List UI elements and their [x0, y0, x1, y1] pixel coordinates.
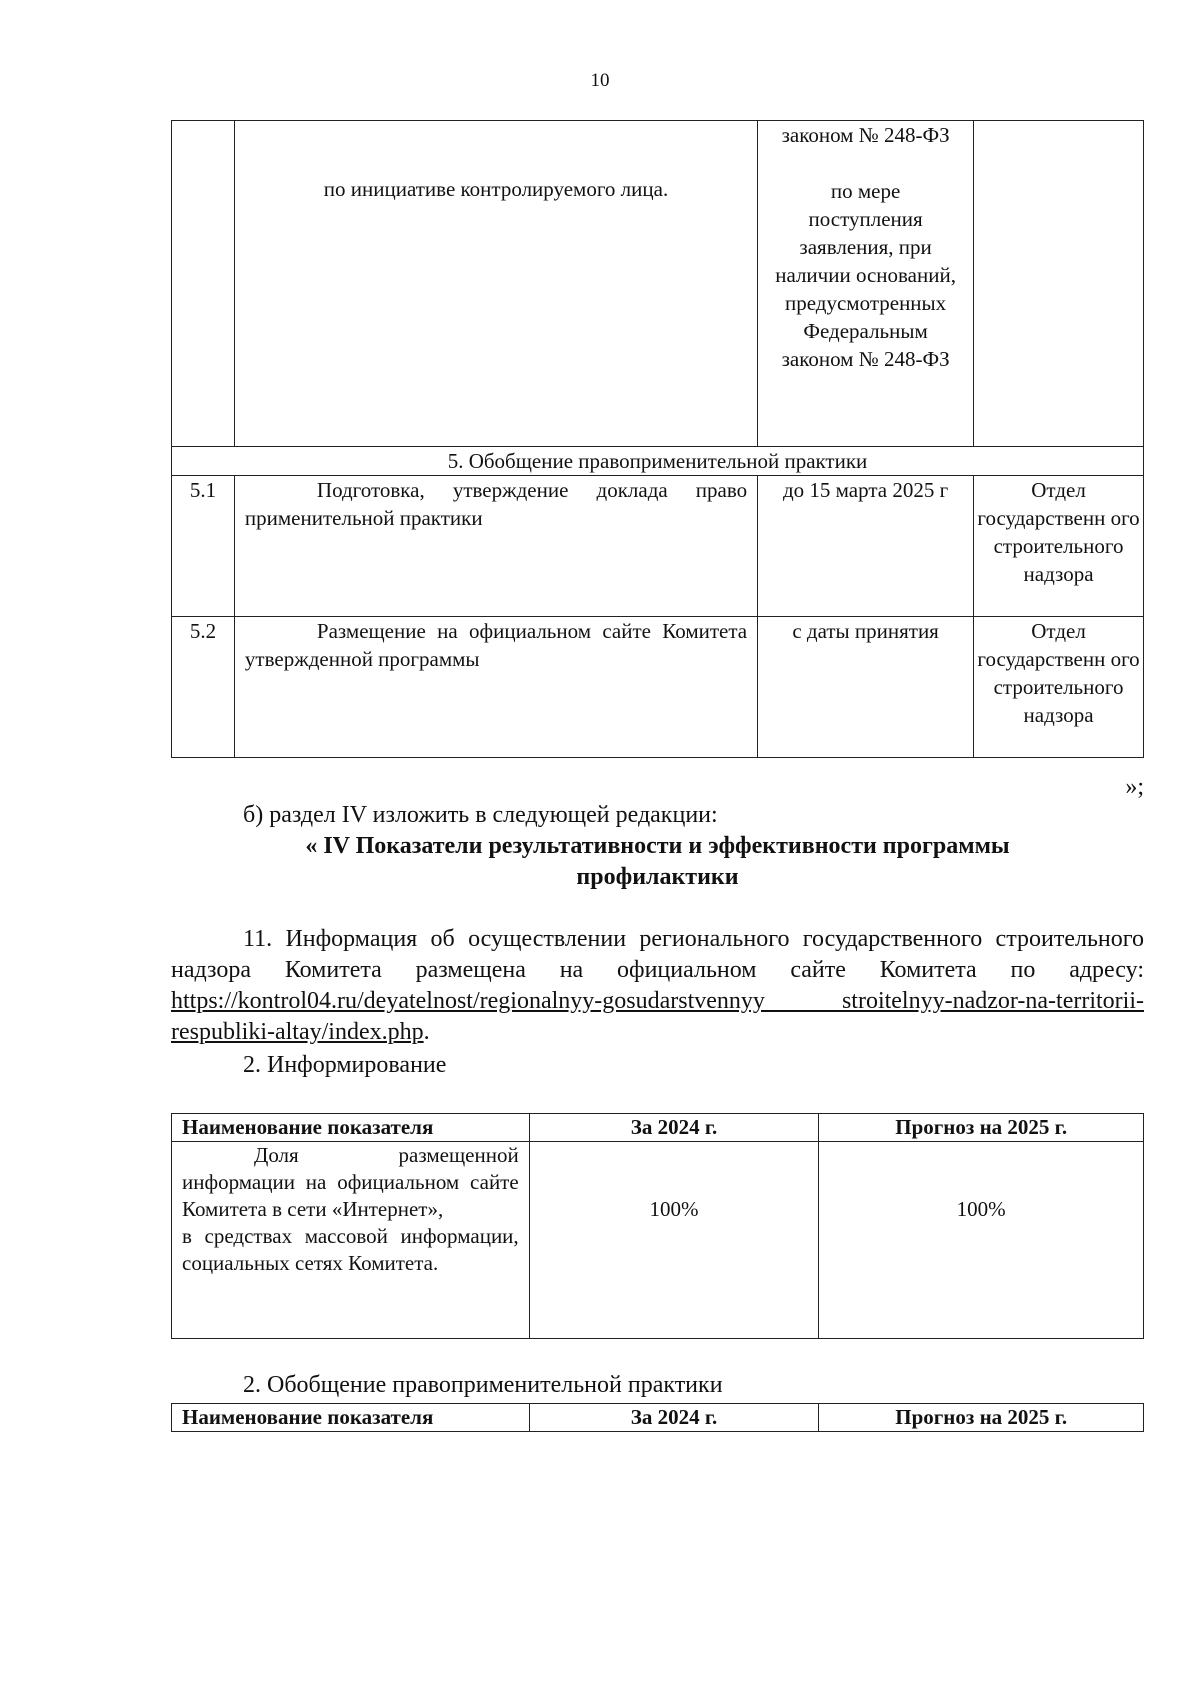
indicator-name-line1: Доля размещенной информации на официальном сайте Комитета в сети «Интернет»,: [182, 1143, 519, 1221]
plan-row-responsible: Отдел государственн ого строительного надзора: [974, 617, 1144, 758]
header-forecast: Прогноз на 2025 г.: [819, 1114, 1144, 1142]
section-title-line2: профилактики: [576, 864, 739, 890]
indicator-table-practice: [171, 1403, 1144, 1432]
indicator-forecast: 100%: [819, 1142, 1144, 1339]
indicator-name: [172, 1142, 530, 1339]
paragraph-11: [171, 924, 1144, 1048]
table-row: [172, 1142, 1144, 1339]
plan-row-responsible: Отдел государственн ого строительного надзора: [974, 476, 1144, 617]
plan-row-num: 5.1: [172, 476, 235, 617]
header-2024: За 2024 г.: [529, 1114, 819, 1142]
plan-table: [171, 120, 1144, 758]
plan-cont-deadline-top: законом № 248-ФЗ: [781, 123, 950, 147]
plan-cont-activity: по инициативе контролируемого лица.: [323, 177, 669, 201]
plan-row-deadline: с даты принятия: [758, 617, 974, 758]
table-row: [172, 617, 1144, 758]
table-row: [172, 1114, 1144, 1142]
header-name: Наименование показателя: [172, 1404, 530, 1432]
plan-cell-responsible: [974, 121, 1144, 447]
table-row: [172, 447, 1144, 476]
plan-row-activity: [234, 476, 757, 617]
section-title-line1: « IV Показатели результативности и эффективности программы: [305, 833, 1010, 859]
section-title: [171, 831, 1144, 893]
header-forecast: Прогноз на 2025 г.: [819, 1404, 1144, 1432]
header-name: Наименование показателя: [172, 1114, 530, 1142]
header-2024: За 2024 г.: [529, 1404, 819, 1432]
plan-row-num: 5.2: [172, 617, 235, 758]
indicator-name-line2: в средствах массовой информации, социальных сетях Комитета.: [182, 1224, 519, 1275]
page-number: 10: [590, 70, 610, 91]
sub-practice: 2. Обобщение правоприменительной практики: [243, 1372, 723, 1398]
plan-row-activity-text: Размещение на официальном сайте Комитета утвержденной программы: [244, 619, 748, 671]
plan-cell-num: [172, 121, 235, 447]
plan-section-header: 5. Обобщение правоприменительной практики: [172, 447, 1144, 476]
plan-cell-deadline: [758, 121, 974, 447]
paragraph-11-text: 11. Информация об осуществлении регионального государственного строительного надзора Комитета размещена на официальном сайте Комитета по адресу:: [171, 926, 1144, 983]
plan-row-activity-text: Подготовка, утверждение доклада право применительной практики: [244, 478, 748, 530]
plan-cell-activity: [234, 121, 757, 447]
plan-cont-deadline-bottom: по мере поступления заявления, при наличии оснований, предусмотренных Федеральным законом № 248-ФЗ: [775, 179, 956, 371]
indicator-table-informing: [171, 1113, 1144, 1339]
sub-informing: 2. Информирование: [243, 1052, 447, 1078]
paragraph-11-end: .: [423, 1019, 430, 1045]
table-row: [172, 476, 1144, 617]
plan-row-activity: [234, 617, 757, 758]
table-row: [172, 1404, 1144, 1432]
program-link[interactable]: https://kontrol04.ru/deyatelnost/regionalnyy-gosudarstvennyy stroitelnyy-nadzor-na-territorii-respubliki-altay/index.php: [171, 988, 1144, 1045]
indicator-2024: 100%: [529, 1142, 819, 1339]
closing-quote: »;: [1125, 774, 1144, 800]
amendment-b: б) раздел IV изложить в следующей редакции:: [243, 802, 718, 828]
table-row: [172, 121, 1144, 447]
plan-row-deadline: до 15 марта 2025 г: [758, 476, 974, 617]
